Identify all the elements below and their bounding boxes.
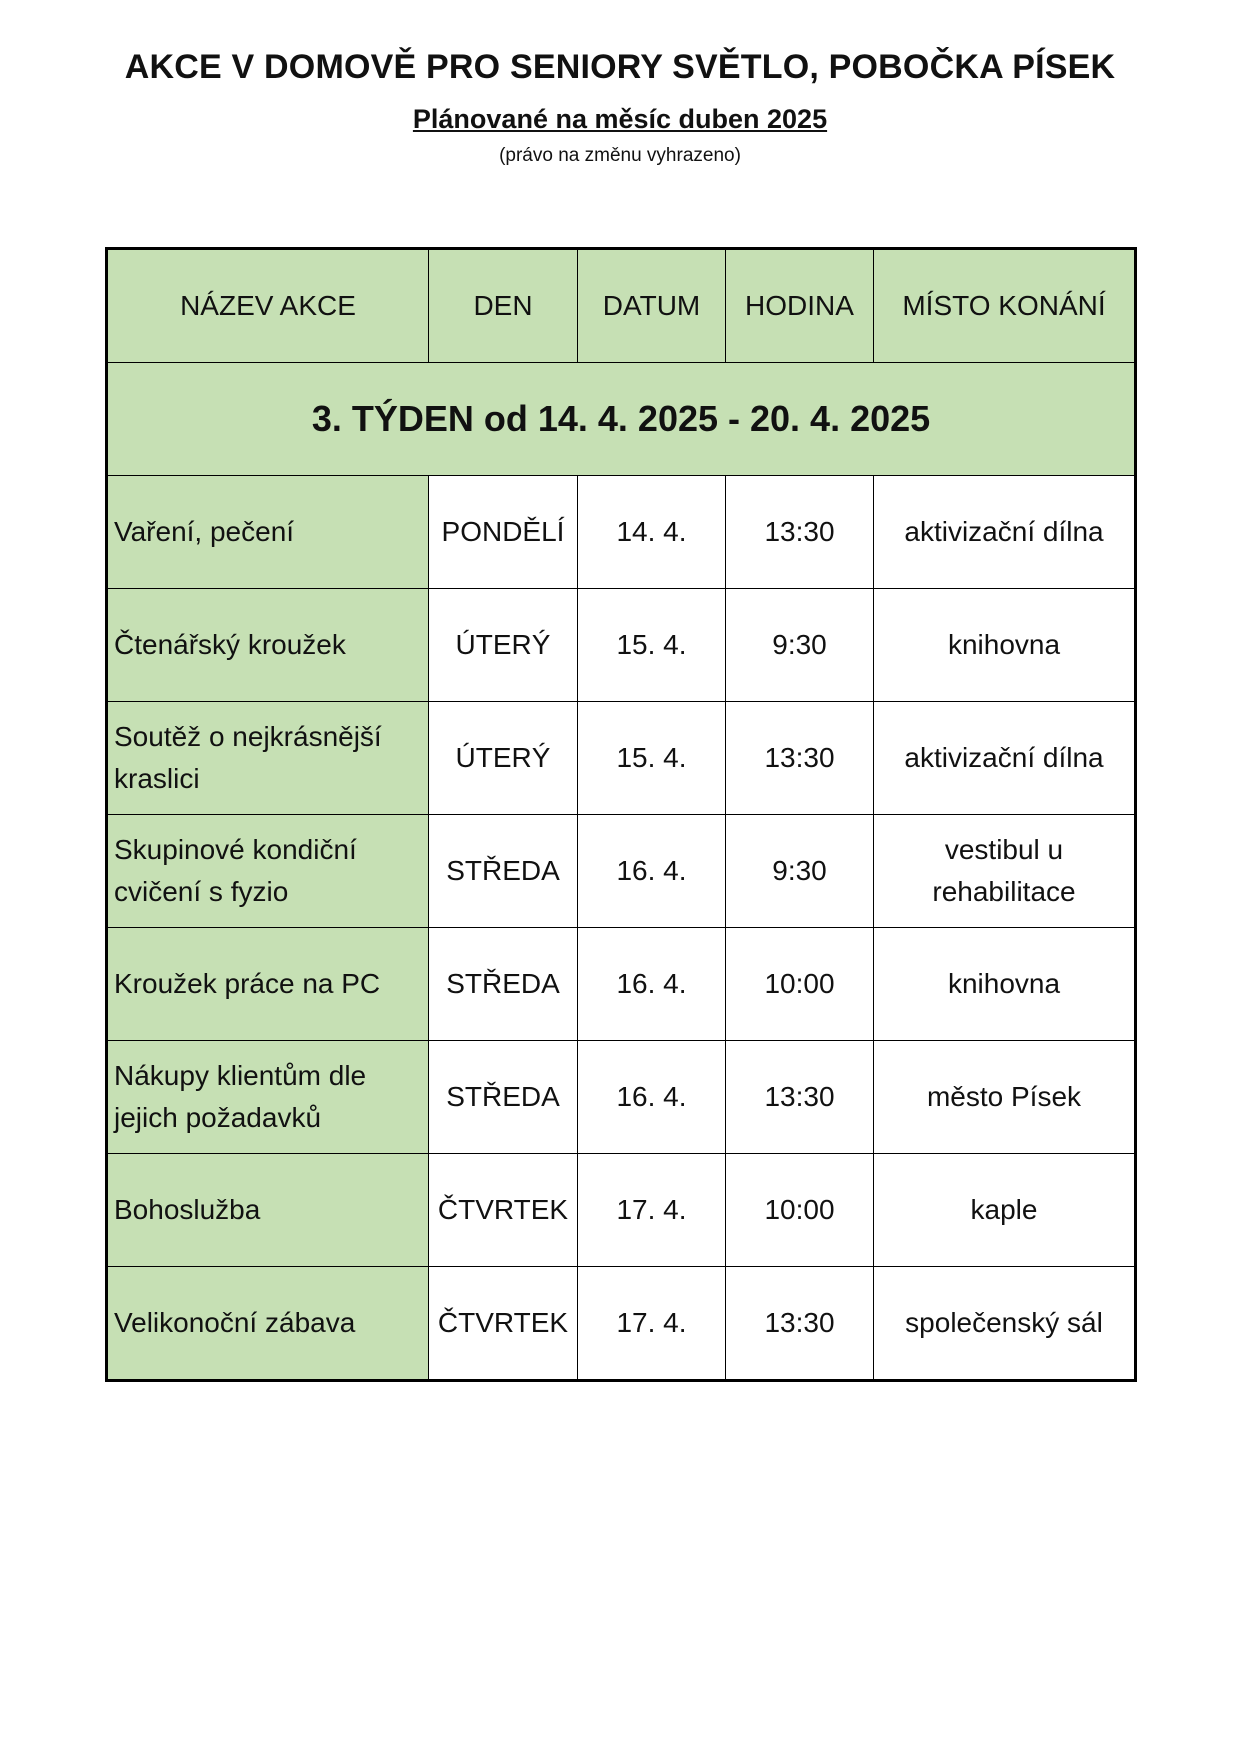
- event-place: aktivizační dílna: [874, 476, 1136, 589]
- event-time: 13:30: [726, 702, 874, 815]
- event-name: Skupinové kondiční cvičení s fyzio: [107, 815, 429, 928]
- table-row: [107, 1267, 1136, 1381]
- event-time: 10:00: [726, 928, 874, 1041]
- event-name: Soutěž o nejkrásnější kraslici: [107, 702, 429, 815]
- page-subtitle: Plánované na měsíc duben 2025: [412, 104, 828, 134]
- event-place: kaple: [874, 1154, 1136, 1267]
- event-name: Nákupy klientům dle jejich požadavků: [107, 1041, 429, 1154]
- event-place: aktivizační dílna: [874, 702, 1136, 815]
- event-place: knihovna: [874, 928, 1136, 1041]
- column-header-day: DEN: [429, 249, 578, 363]
- event-place: společenský sál: [874, 1267, 1136, 1381]
- event-name: Bohoslužba: [107, 1154, 429, 1267]
- event-date: 15. 4.: [578, 702, 726, 815]
- event-name: Kroužek práce na PC: [107, 928, 429, 1041]
- event-name: Vaření, pečení: [107, 476, 429, 589]
- table-row: [107, 476, 1136, 589]
- event-day: ČTVRTEK: [429, 1154, 578, 1267]
- event-date: 16. 4.: [578, 815, 726, 928]
- event-date: 16. 4.: [578, 1041, 726, 1154]
- week-row: [107, 363, 1136, 476]
- column-header-place: MÍSTO KONÁNÍ: [874, 249, 1136, 363]
- event-date: 14. 4.: [578, 476, 726, 589]
- event-place: knihovna: [874, 589, 1136, 702]
- table-row: [107, 589, 1136, 702]
- table-header-row: [107, 249, 1136, 363]
- table-row: [107, 1154, 1136, 1267]
- event-time: 9:30: [726, 589, 874, 702]
- column-header-time: HODINA: [726, 249, 874, 363]
- table-row: [107, 702, 1136, 815]
- event-place: město Písek: [874, 1041, 1136, 1154]
- event-time: 9:30: [726, 815, 874, 928]
- event-time: 13:30: [726, 1267, 874, 1381]
- table-row: [107, 928, 1136, 1041]
- schedule-table: [105, 247, 1137, 1382]
- event-date: 17. 4.: [578, 1154, 726, 1267]
- column-header-date: DATUM: [578, 249, 726, 363]
- event-day: STŘEDA: [429, 1041, 578, 1154]
- event-day: STŘEDA: [429, 815, 578, 928]
- event-time: 13:30: [726, 476, 874, 589]
- week-label: 3. TÝDEN od 14. 4. 2025 - 20. 4. 2025: [107, 363, 1136, 476]
- event-name: Velikonoční zábava: [107, 1267, 429, 1381]
- event-date: 15. 4.: [578, 589, 726, 702]
- event-day: ÚTERÝ: [429, 702, 578, 815]
- event-date: 17. 4.: [578, 1267, 726, 1381]
- event-name: Čtenářský kroužek: [107, 589, 429, 702]
- event-day: STŘEDA: [429, 928, 578, 1041]
- event-place: vestibul u rehabilitace: [874, 815, 1136, 928]
- event-time: 13:30: [726, 1041, 874, 1154]
- table-row: [107, 1041, 1136, 1154]
- column-header-name: NÁZEV AKCE: [107, 249, 429, 363]
- event-day: ČTVRTEK: [429, 1267, 578, 1381]
- event-day: ÚTERÝ: [429, 589, 578, 702]
- page-title: AKCE V DOMOVĚ PRO SENIORY SVĚTLO, POBOČKA PÍSEK: [124, 48, 1116, 86]
- event-date: 16. 4.: [578, 928, 726, 1041]
- table-row: [107, 815, 1136, 928]
- event-day: PONDĚLÍ: [429, 476, 578, 589]
- event-time: 10:00: [726, 1154, 874, 1267]
- page-note: (právo na změnu vyhrazeno): [499, 145, 741, 166]
